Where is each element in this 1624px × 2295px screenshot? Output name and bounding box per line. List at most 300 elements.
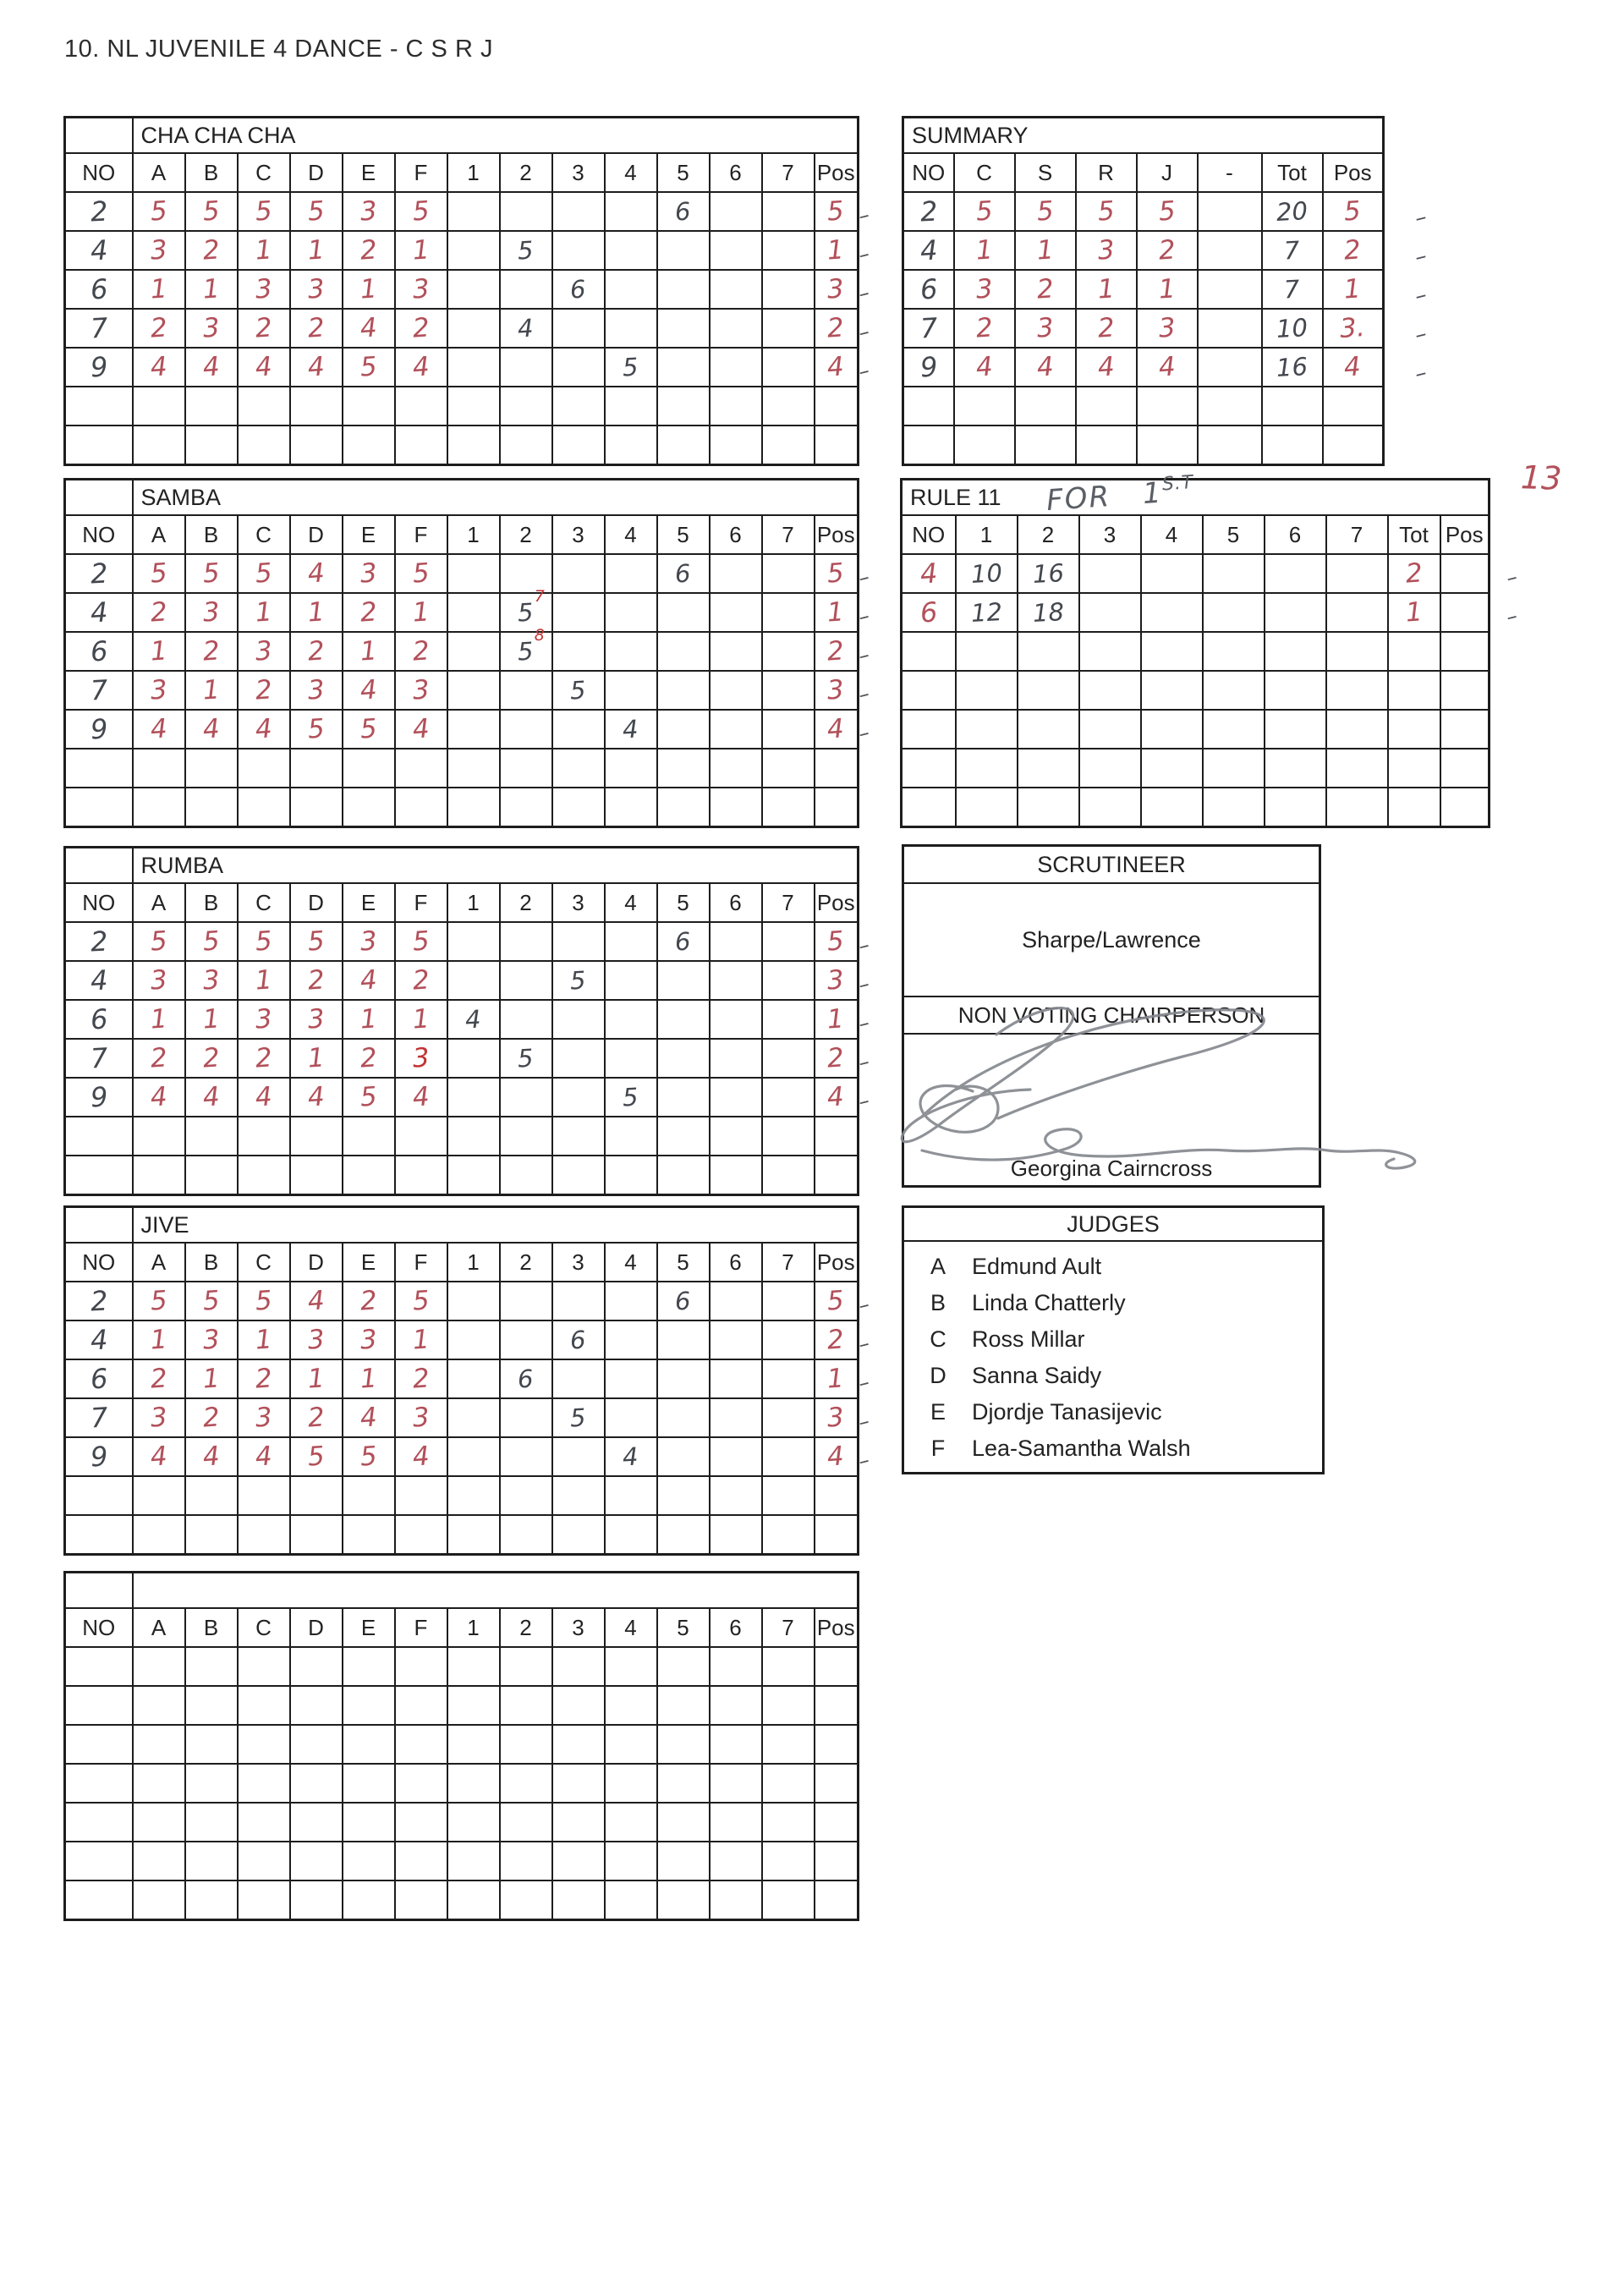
dance-place-cell (1076, 309, 1137, 348)
place-count-cell (605, 961, 657, 1000)
place-count-cell (447, 231, 500, 270)
place-count-cell (762, 632, 815, 671)
handwritten-value: 5 (149, 195, 168, 228)
column-header-label: 3 (572, 159, 584, 185)
judge-mark-cell (238, 671, 290, 710)
place-count-cell (447, 309, 500, 348)
dance-place-cell (1076, 270, 1137, 309)
count-cell (1141, 554, 1203, 593)
dash-cell (1198, 348, 1262, 387)
count-cell (1265, 788, 1326, 827)
place-count-cell (605, 554, 657, 593)
judge-mark-cell (238, 1515, 290, 1555)
place-count-cell (552, 1803, 605, 1842)
place-count-cell (605, 1039, 657, 1078)
handwritten-value: 4 (359, 964, 378, 997)
judge-mark-cell (395, 593, 447, 632)
pos-cell (1440, 593, 1520, 632)
judge-mark-cell (238, 387, 290, 426)
judge-mark-cell (343, 749, 395, 788)
judge-mark-cell (343, 961, 395, 1000)
judge-mark-cell (343, 231, 395, 270)
table-row (902, 554, 1490, 593)
judge-mark-cell (238, 1359, 290, 1398)
place-count-cell (657, 309, 710, 348)
judge-mark-cell (395, 1437, 447, 1476)
chairperson-name: Georgina Cairncross (1010, 1156, 1213, 1181)
handwritten-value: 3 (1035, 311, 1055, 344)
column-header (815, 153, 859, 192)
pos-cell (815, 1320, 872, 1359)
place-count-cell (552, 961, 605, 1000)
judge-mark-cell (185, 1359, 238, 1398)
row-no-cell (65, 554, 133, 593)
judge-mark-cell (185, 1320, 238, 1359)
place-count-cell (605, 1359, 657, 1398)
row-no-cell (903, 426, 954, 465)
handwritten-value: 3 (201, 1323, 221, 1356)
handwritten-value: 5 (1035, 195, 1055, 228)
judge-mark-cell (133, 671, 185, 710)
handwritten-value: 1 (1404, 596, 1424, 629)
place-count-cell (500, 270, 552, 309)
dash-cell (1198, 309, 1262, 348)
judge-row (904, 1394, 1322, 1430)
pos-cell (815, 426, 859, 465)
judge-mark-cell (185, 1515, 238, 1555)
handwritten-value: 1 (201, 673, 221, 706)
judge-mark-cell (133, 231, 185, 270)
judge-mark-cell (133, 1803, 185, 1842)
column-header (65, 515, 133, 554)
handwritten-value: 1 (149, 1002, 168, 1035)
row-no-cell (65, 1686, 133, 1725)
table-title-row (65, 118, 859, 154)
table-row (65, 1398, 859, 1437)
column-header (1388, 515, 1440, 554)
place-count-cell (657, 1282, 710, 1320)
count-cell (1079, 632, 1141, 671)
judge-mark-cell (185, 348, 238, 387)
handwritten-value: 1 (359, 272, 378, 305)
column-header-label: 2 (519, 159, 532, 185)
place-count-cell (657, 1000, 710, 1039)
judge-mark-cell (395, 1282, 447, 1320)
place-count-cell (762, 231, 815, 270)
judge-mark-cell (343, 1398, 395, 1437)
judge-mark-cell (185, 1117, 238, 1156)
tick-mark: – (855, 931, 872, 959)
judge-mark-cell (395, 1515, 447, 1555)
handwritten-value: 5 (254, 925, 273, 958)
handwritten-value: 5 (306, 195, 326, 228)
handwritten-value: 2 (149, 596, 168, 629)
judge-mark-cell (395, 1156, 447, 1195)
pos-cell (815, 387, 859, 426)
row-no-cell (65, 1282, 133, 1320)
column-header-label: 5 (677, 889, 689, 915)
judge-mark-cell (343, 788, 395, 827)
place-count-cell (762, 1282, 815, 1320)
count-cell (1018, 710, 1079, 749)
column-header-label: D (308, 1614, 324, 1640)
place-count-cell (447, 387, 500, 426)
handwritten-value: 1 (201, 1002, 221, 1035)
handwritten-value: 2 (411, 311, 431, 344)
column-header-label: Pos (816, 889, 855, 915)
row-no-cell (65, 1647, 133, 1686)
handwritten-value: 2 (254, 1362, 273, 1395)
tick-mark: – (1411, 203, 1429, 233)
place-count-cell (500, 1764, 552, 1803)
handwritten-value: 1 (826, 1002, 846, 1035)
row-no-cell (65, 1039, 133, 1078)
column-header (133, 1243, 185, 1282)
place-count-cell (500, 192, 552, 231)
table-row (65, 1686, 859, 1725)
column-header-label: E (360, 889, 376, 915)
handwritten-value: 5 (826, 1284, 846, 1317)
judge-mark-cell (395, 749, 447, 788)
tick-mark: – (855, 357, 872, 385)
judge-mark-cell (395, 309, 447, 348)
tick-mark: – (1411, 281, 1429, 310)
column-header-label: E (360, 1614, 376, 1640)
place-count-cell (710, 1398, 762, 1437)
column-header-label: 1 (467, 889, 480, 915)
column-header-label: C (255, 159, 272, 185)
column-header-label: 7 (782, 159, 794, 185)
column-header-label: 3 (572, 521, 584, 547)
count-cell (1326, 671, 1388, 710)
handwritten-value: 1 (359, 634, 378, 667)
place-count-cell (552, 231, 605, 270)
judge-mark-cell (133, 1282, 185, 1320)
column-header (290, 1608, 343, 1647)
place-count-cell (605, 1725, 657, 1764)
total-cell (1262, 231, 1323, 270)
place-count-cell (710, 1686, 762, 1725)
place-count-cell (762, 1117, 815, 1156)
place-count-cell (447, 270, 500, 309)
place-count-cell (500, 1437, 552, 1476)
column-header-label: D (308, 889, 324, 915)
column-header (605, 1608, 657, 1647)
handwritten-rule-note (1045, 472, 1196, 518)
column-header-label: NO (912, 521, 946, 547)
column-header (956, 515, 1018, 554)
handwritten-value: 4 (826, 1440, 846, 1473)
place-count-cell (605, 387, 657, 426)
handwritten-value: 3 (411, 272, 431, 305)
place-count-cell (710, 1515, 762, 1555)
place-count-cell (500, 1282, 552, 1320)
handwritten-value: 6 (569, 1325, 587, 1354)
column-header-label: 4 (1165, 521, 1178, 547)
handwritten-value: 4 (201, 712, 221, 745)
handwritten-value: 5 (201, 557, 221, 590)
handwritten-value: 2 (254, 311, 273, 344)
handwritten-value: 10 (1276, 312, 1309, 343)
handwritten-value: 1 (411, 1323, 431, 1356)
place-count-cell (447, 1842, 500, 1880)
handwritten-value: 2 (149, 311, 168, 344)
handwritten-value: 3 (411, 1041, 431, 1074)
table-row (65, 270, 859, 309)
place-count-cell (447, 1476, 500, 1515)
judge-mark-cell (133, 710, 185, 749)
handwritten-value: 7 (89, 1041, 108, 1075)
count-cell (1079, 749, 1141, 788)
column-header-label: C (255, 1614, 272, 1640)
place-count-cell (447, 1156, 500, 1195)
place-count-cell (500, 1803, 552, 1842)
handwritten-value: 1 (201, 1362, 221, 1395)
judge-mark-cell (238, 593, 290, 632)
table-row (903, 192, 1384, 231)
total-cell (1262, 270, 1323, 309)
place-count-cell (552, 1359, 605, 1398)
row-no-cell (65, 1803, 133, 1842)
judge-mark-cell (395, 1117, 447, 1156)
judge-mark-cell (185, 270, 238, 309)
place-count-cell (605, 788, 657, 827)
total-cell (1388, 671, 1440, 710)
header-row (65, 1608, 859, 1647)
handwritten-value: 5 (359, 1080, 378, 1113)
column-header-label: A (151, 1249, 167, 1275)
place-count-cell (657, 1117, 710, 1156)
judge-mark-cell (185, 671, 238, 710)
judge-mark-cell (238, 710, 290, 749)
column-header-label: 1 (467, 1249, 480, 1275)
rule-note-ordinal: S.T (1161, 471, 1195, 496)
place-count-cell (447, 961, 500, 1000)
place-count-cell (447, 1282, 500, 1320)
place-count-cell (447, 1725, 500, 1764)
handwritten-value: 4 (919, 233, 938, 267)
place-count-cell (605, 309, 657, 348)
handwritten-value: 3 (411, 1401, 431, 1434)
dance-place-cell (954, 387, 1015, 426)
place-count-cell (552, 1156, 605, 1195)
pos-cell (1323, 231, 1429, 272)
handwritten-value: 1 (826, 1362, 846, 1395)
total-cell (1388, 749, 1440, 788)
count-cell (1326, 632, 1388, 671)
place-count-cell (762, 1039, 815, 1078)
rule-11-table (900, 471, 1520, 828)
handwritten-value: 4 (254, 350, 273, 383)
place-count-cell (447, 426, 500, 465)
place-count-cell (500, 1476, 552, 1515)
total-cell (1262, 348, 1323, 387)
samba-score-table (63, 478, 872, 828)
count-cell (1265, 593, 1326, 632)
handwritten-value: 1 (149, 272, 168, 305)
column-header (1440, 515, 1490, 554)
place-count-cell (552, 749, 605, 788)
row-no-cell (65, 231, 133, 270)
place-count-cell (762, 1515, 815, 1555)
judge-letter: B (930, 1290, 946, 1315)
place-count-cell (710, 426, 762, 465)
count-cell (1203, 554, 1265, 593)
count-cell (1265, 632, 1326, 671)
handwritten-value: 7 (1283, 274, 1301, 304)
rule11-title-cell (902, 471, 1490, 519)
judge-mark-cell (238, 426, 290, 465)
dance-place-cell (954, 426, 1015, 465)
column-header (762, 883, 815, 922)
handwritten-value: 5 (569, 1403, 587, 1432)
judge-mark-cell (290, 961, 343, 1000)
table-row (65, 1039, 859, 1078)
column-header-label: 3 (572, 1614, 584, 1640)
column-header-label: 1 (467, 1614, 480, 1640)
place-count-cell (710, 1476, 762, 1515)
place-count-cell (500, 1078, 552, 1117)
handwritten-value: 2 (306, 964, 326, 997)
row-no-cell (65, 309, 133, 348)
judge-mark-cell (133, 749, 185, 788)
column-header-label: E (360, 521, 376, 547)
judge-mark-cell (395, 1476, 447, 1515)
row-no-cell (65, 961, 133, 1000)
header-row (903, 153, 1384, 192)
place-count-cell (657, 1725, 710, 1764)
judge-mark-cell (238, 192, 290, 231)
judge-mark-cell (343, 426, 395, 465)
pos-cell (815, 309, 872, 348)
count-cell (1203, 749, 1265, 788)
handwritten-value: 1 (974, 233, 994, 266)
count-cell (1079, 593, 1141, 632)
row-no-cell (65, 671, 133, 710)
judge-mark-cell (343, 554, 395, 593)
judge-mark-cell (290, 1725, 343, 1764)
column-header (1137, 153, 1198, 192)
column-header-label: D (308, 521, 324, 547)
pos-cell (815, 1803, 859, 1842)
column-header (133, 515, 185, 554)
handwritten-value: 4 (826, 1080, 846, 1113)
judge-mark-cell (343, 632, 395, 671)
handwritten-value: 5 (517, 235, 535, 265)
place-count-cell (552, 1476, 605, 1515)
table-row (902, 593, 1490, 632)
handwritten-value: 3 (826, 272, 846, 305)
judge-mark-cell (290, 1039, 343, 1078)
judge-mark-cell (133, 1156, 185, 1195)
judge-mark-cell (185, 1764, 238, 1803)
judge-mark-cell (290, 632, 343, 671)
column-header (500, 153, 552, 192)
table-row (65, 1000, 859, 1039)
judge-mark-cell (133, 1880, 185, 1920)
judge-mark-cell (395, 1039, 447, 1078)
column-header-label: C (976, 159, 992, 185)
handwritten-value: 1 (411, 1002, 431, 1035)
row-no-cell (65, 387, 133, 426)
place-count-cell (605, 1398, 657, 1437)
pos-cell (815, 961, 872, 1000)
judge-mark-cell (238, 1282, 290, 1320)
handwritten-value: 1 (359, 1362, 378, 1395)
column-header (343, 883, 395, 922)
judge-mark-cell (343, 192, 395, 231)
column-header (1141, 515, 1203, 554)
handwritten-value: 3 (201, 964, 221, 997)
judge-mark-cell (185, 1842, 238, 1880)
place-count-cell (762, 1000, 815, 1039)
handwritten-value: 2 (89, 925, 108, 958)
column-header-label: 3 (1103, 521, 1116, 547)
judge-mark-cell (133, 1039, 185, 1078)
column-header-label: D (308, 1249, 324, 1275)
handwritten-value: 2 (201, 1401, 221, 1434)
handwritten-value: 5 (411, 1284, 431, 1317)
pos-cell (815, 1686, 859, 1725)
count-cell (1141, 788, 1203, 827)
column-header (238, 153, 290, 192)
place-count-cell (762, 1320, 815, 1359)
judge-mark-cell (133, 426, 185, 465)
place-count-cell (552, 1686, 605, 1725)
summary-title-cell (903, 118, 1384, 154)
handwritten-value: 4 (411, 1440, 431, 1473)
judge-mark-cell (185, 1000, 238, 1039)
handwritten-value: 7 (1283, 235, 1301, 265)
place-count-cell (710, 922, 762, 961)
table-row (65, 1842, 859, 1880)
pos-cell (815, 554, 872, 593)
table-row (903, 270, 1384, 309)
place-count-cell (762, 1437, 815, 1476)
dance-place-cell (1137, 426, 1198, 465)
column-header (1323, 153, 1384, 192)
place-count-cell (710, 1320, 762, 1359)
tick-mark: – (855, 1369, 872, 1397)
dash-cell (1198, 192, 1262, 231)
place-count-cell (447, 192, 500, 231)
place-count-cell (500, 1000, 552, 1039)
column-header-label: Pos (816, 1249, 855, 1275)
count-cell (956, 593, 1018, 632)
judge-mark-cell (238, 1000, 290, 1039)
judge-name: Ross Millar (972, 1326, 1085, 1352)
column-header-label: A (151, 1614, 167, 1640)
column-header-label: B (203, 1614, 219, 1640)
column-header (395, 1243, 447, 1282)
place-count-cell (447, 1359, 500, 1398)
place-count-cell (447, 749, 500, 788)
handwritten-value: 5 (826, 925, 846, 958)
place-count-cell (500, 348, 552, 387)
column-header-label: Tot (1277, 159, 1307, 185)
handwritten-value: 3 (254, 1401, 273, 1434)
column-header (133, 153, 185, 192)
table-row (65, 788, 859, 827)
place-count-cell (447, 1078, 500, 1117)
judge-mark-cell (133, 309, 185, 348)
judge-mark-cell (395, 1078, 447, 1117)
dance-title-cell (133, 1207, 859, 1244)
column-header (133, 883, 185, 922)
handwritten-value: 1 (306, 233, 326, 266)
place-count-cell (552, 710, 605, 749)
place-count-cell (447, 788, 500, 827)
